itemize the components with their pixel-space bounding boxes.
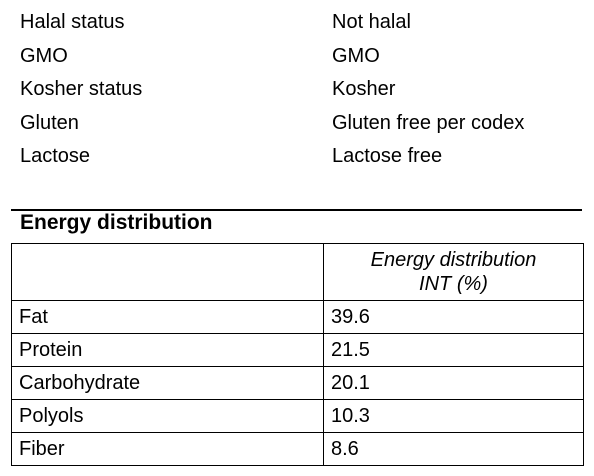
product-properties [20, 6, 580, 174]
table-header-label [12, 244, 324, 301]
property-value: Lactose free [332, 145, 443, 168]
nutrient-name: Protein [12, 334, 324, 367]
energy-distribution-table [11, 243, 584, 466]
property-value: Gluten free per codex [332, 111, 525, 134]
property-value: Not halal [332, 11, 411, 33]
nutrient-value: 21.5 [324, 334, 584, 367]
property-label: Kosher status [20, 78, 143, 101]
nutrient-name: Fiber [12, 433, 324, 466]
property-label: Gluten [20, 111, 79, 134]
nutrient-name: Polyols [12, 400, 324, 433]
nutrient-name: Fat [12, 301, 324, 334]
property-row-kosher [20, 73, 580, 107]
property-value: GMO [332, 44, 380, 67]
property-row-lactose [20, 140, 580, 174]
property-label: GMO [20, 44, 68, 67]
section-title: Energy distribution [20, 211, 213, 234]
property-row-gmo [20, 40, 580, 74]
header-value-line-1: Energy distribution [370, 249, 537, 271]
nutrient-name: Carbohydrate [12, 367, 324, 400]
nutrient-value: 20.1 [324, 367, 584, 400]
table-row [12, 301, 584, 334]
property-row-halal [20, 6, 580, 40]
header-value-line-2: INT (%) [419, 273, 488, 295]
nutrient-value: 10.3 [324, 400, 584, 433]
nutrient-value: 39.6 [324, 301, 584, 334]
property-label: Lactose [20, 145, 91, 168]
table-header-row [12, 244, 584, 301]
property-label: Halal status [20, 11, 125, 33]
property-value: Kosher [332, 78, 396, 101]
property-row-gluten [20, 107, 580, 141]
table-header-value [324, 244, 584, 301]
nutrient-value: 8.6 [324, 433, 584, 466]
table-row [12, 334, 584, 367]
table-row [12, 400, 584, 433]
table-row [12, 433, 584, 466]
table-row [12, 367, 584, 400]
